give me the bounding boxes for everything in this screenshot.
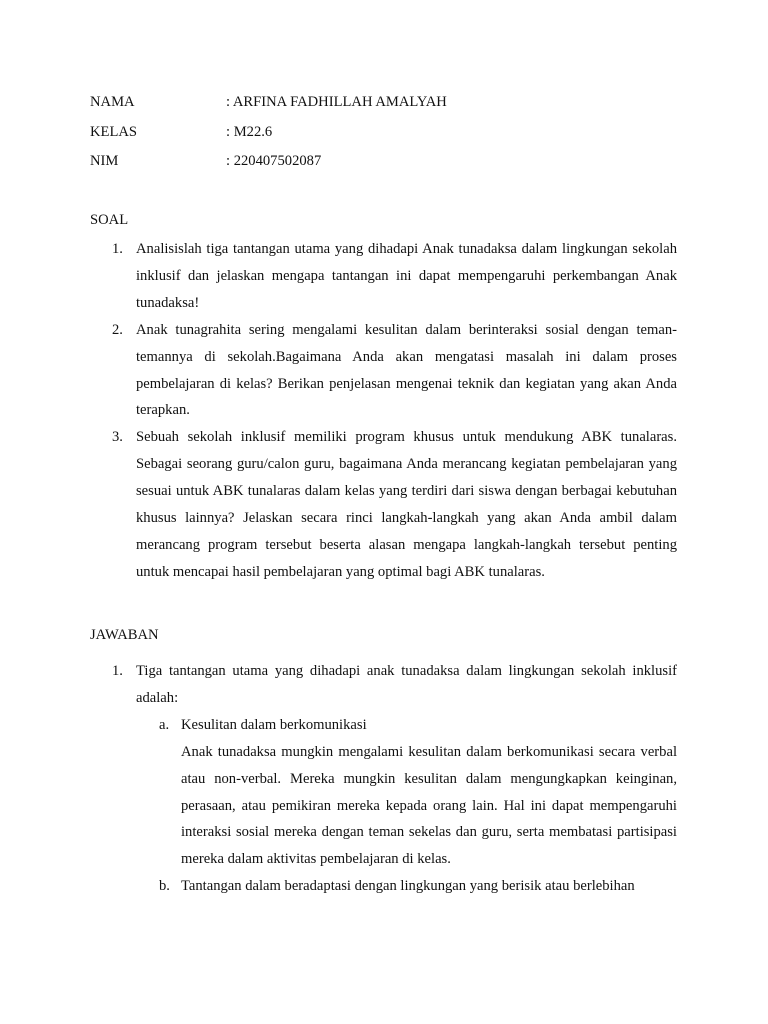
answer-number: 1. — [112, 663, 123, 679]
question-number: 1. — [112, 241, 123, 257]
info-value: : ARFINA FADHILLAH AMALYAH — [226, 94, 447, 110]
question-item — [90, 317, 677, 425]
answer-subitem — [136, 873, 677, 900]
info-value: : M22.6 — [226, 123, 273, 140]
question-number: 3. — [112, 429, 123, 446]
question-number: 2. — [112, 321, 123, 338]
subitem-letter: b. — [159, 878, 170, 895]
info-value: : 220407502087 — [226, 153, 322, 169]
question-item — [90, 236, 677, 317]
soal-list — [90, 236, 677, 586]
info-label: NAMA — [90, 94, 135, 110]
question-item — [90, 424, 677, 585]
jawaban-heading: JAWABAN — [90, 627, 159, 643]
jawaban-list — [90, 658, 677, 900]
question-text: Analisislah tiga tantangan utama yang dihadapi Anak tunadaksa dalam lingkungan sekolah inklusif dan jelaskan mengapa tantangan ini dapat mempengaruhi perkembangan Anak tunadaksa! — [136, 241, 677, 311]
question-text: Anak tunagrahita sering mengalami kesulitan dalam berinteraksi sosial dengan teman-temannya di sekolah.Bagaimana Anda akan mengatasi masalah ini dalam proses pembelajaran di kelas? Berikan penjelasan mengenai teknik dan kegiatan yang akan Anda terapkan. — [136, 321, 677, 419]
soal-heading: SOAL — [90, 212, 129, 228]
subitem-heading: Tantangan dalam beradaptasi dengan lingkungan yang berisik atau berlebihan — [181, 878, 635, 895]
info-label: NIM — [90, 153, 119, 169]
question-text: Sebuah sekolah inklusif memiliki program khusus untuk mendukung ABK tunalaras. Sebagai seorang guru/calon guru, bagaimana Anda merancang kegiatan pembelajaran yang sesuai untuk ABK tunalaras dalam kelas yang terdiri dari siswa dengan berbagai kebutuhan khusus lainnya? Jelaskan secara rinci langkah-langkah yang akan Anda ambil dalam merancang program tersebut beserta alasan mengapa langkah-langkah tersebut penting untuk mencapai hasil pembelajaran yang optimal bagi ABK tunalaras. — [136, 429, 677, 580]
info-row-nim — [90, 151, 690, 181]
subitem-text: Anak tunadaksa mungkin mengalami kesulitan dalam berkomunikasi secara verbal atau non-verbal. Mereka mungkin kesulitan dalam mengungkapkan keinginan, perasaan, atau pemikiran mereka kepada orang lain. Hal ini dapat mempengaruhi interaksi sosial mereka dengan teman sekelas dan guru, serta membatasi partisipasi mereka dalam aktivitas pembelajaran di kelas. — [181, 743, 677, 868]
answer-item — [90, 658, 677, 900]
student-info — [90, 92, 690, 181]
subitem-heading: Kesulitan dalam berkomunikasi — [181, 716, 367, 733]
info-row-kelas — [90, 122, 690, 152]
answer-content — [136, 658, 677, 900]
answer-intro: Tiga tantangan utama yang dihadapi anak tunadaksa dalam lingkungan sekolah inklusif adalah: — [136, 663, 677, 706]
subitem-letter: a. — [159, 716, 170, 733]
info-row-nama — [90, 92, 690, 122]
info-label: KELAS — [90, 123, 138, 140]
answer-subitem — [136, 712, 677, 873]
